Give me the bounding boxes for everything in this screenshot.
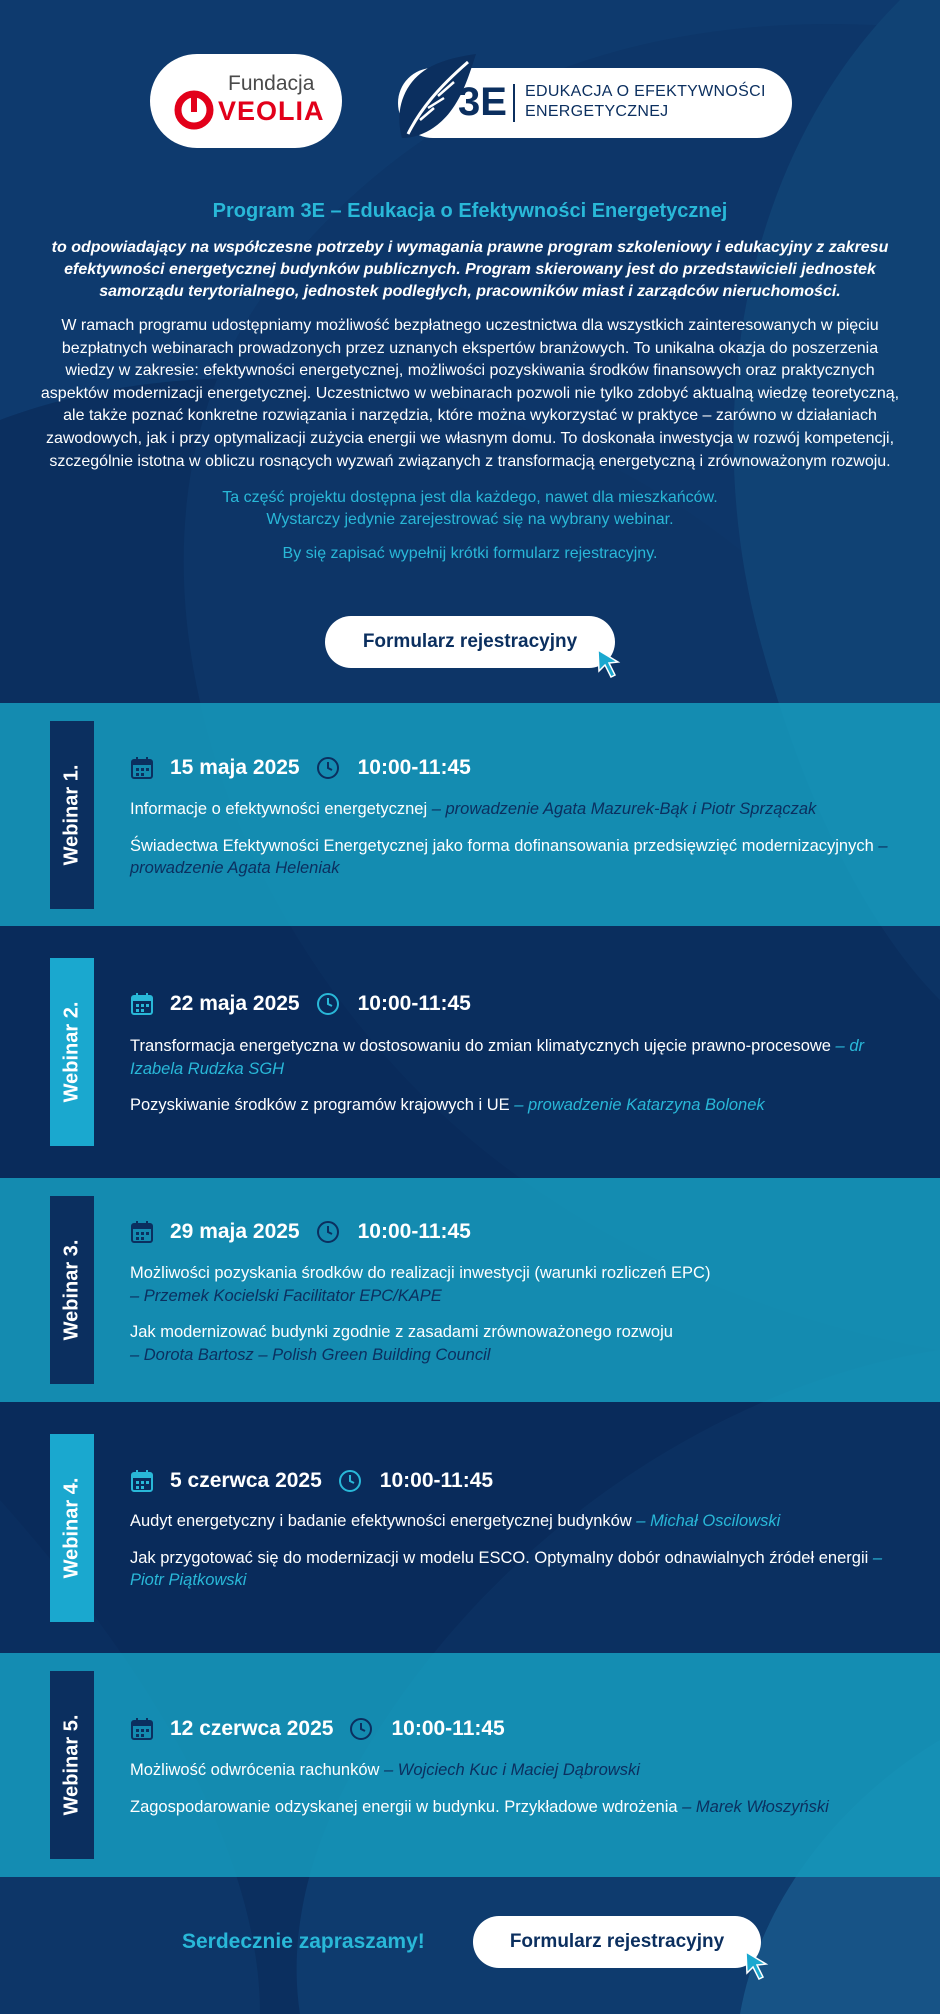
clock-icon: [338, 1469, 362, 1493]
program-summary: to odpowiadający na współczesne potrzeby i wymagania prawne program szkoleniowy i edukacyjny z zakresu efektywności energetycznej budynków publicznych. Program skierowany jest do przedstawicieli jednostek samorządu terytorialnego, jednostek podległych, pracowników miast i zarządców nieruchomości.: [51, 239, 889, 300]
veolia-logo-brand: VEOLIA: [218, 96, 325, 126]
webinar-3-tab: [50, 1196, 94, 1384]
registration-form-button[interactable]: Formularz rejestracyjny: [325, 616, 615, 668]
topic-speaker: – prowadzenie Agata Heleniak: [130, 836, 888, 877]
program-3e-name-line2: ENERGETYCZNEJ: [525, 103, 669, 120]
calendar-icon: [130, 1220, 154, 1244]
webinar-5-topic-2: [130, 1796, 900, 1819]
webinar-4-topic-1: [130, 1510, 900, 1533]
topic-title: Świadectwa Efektywności Energetycznej jako forma dofinansowania przedsięwzięć modernizacyjnych: [130, 836, 874, 855]
webinar-2-topic-2: [130, 1094, 900, 1117]
topic-speaker: – prowadzenie Katarzyna Bolonek: [509, 1096, 765, 1114]
topic-title: Pozyskiwanie środków z programów krajowych i UE: [130, 1096, 510, 1114]
topic-speaker: – Marek Włoszyński: [677, 1797, 829, 1816]
clock-icon: [316, 992, 340, 1016]
topic-speaker: – Przemek Kocielski Facilitator EPC/KAPE: [130, 1286, 442, 1305]
webinar-1-datetime: [130, 753, 471, 783]
webinar-4-date: 5 czerwca 2025: [170, 1469, 322, 1492]
topic-title: Zagospodarowanie odzyskanej energii w budynku. Przykładowe wdrożenia: [130, 1797, 678, 1816]
topic-speaker: – Dorota Bartosz – Polish Green Building Council: [130, 1345, 491, 1364]
cursor-icon: [596, 648, 622, 678]
availability-line-1: Ta część projektu dostępna jest dla każdego, nawet dla mieszkańców.: [222, 489, 718, 507]
invitation-text: Serdecznie zapraszamy!: [182, 1930, 425, 1953]
webinar-1-topics: [130, 798, 900, 894]
webinar-4-topic-2: [130, 1547, 900, 1592]
webinar-1-time: 10:00-11:45: [357, 756, 471, 779]
webinar-5-section: [0, 1653, 940, 1877]
webinar-3-label: Webinar 3.: [60, 1239, 83, 1341]
webinar-5-datetime: [130, 1714, 505, 1744]
signup-note: By się zapisać wypełnij krótki formularz rejestracyjny.: [282, 545, 658, 563]
veolia-mark-icon: [172, 88, 216, 132]
webinar-4-tab: [50, 1434, 94, 1622]
topic-title: Audyt energetyczny i badanie efektywności energetycznej budynków: [130, 1512, 632, 1530]
webinar-1-topic-2: [130, 835, 900, 880]
availability-note: [40, 487, 900, 531]
program-3e-name-line1: EDUKACJA O EFEKTYWNOŚCI: [525, 83, 766, 100]
topic-speaker: – Piotr Piątkowski: [130, 1548, 883, 1589]
topic-speaker: – prowadzenie Agata Mazurek-Bąk i Piotr Sprzączak: [427, 800, 817, 818]
webinar-4-label: Webinar 4.: [60, 1477, 83, 1579]
webinar-1-section: [0, 703, 940, 926]
webinar-4-time: 10:00-11:45: [379, 1469, 494, 1492]
webinar-3-section: [0, 1178, 940, 1402]
clock-icon: [316, 1220, 340, 1244]
calendar-icon: [130, 756, 154, 780]
webinar-2-topic-1: [130, 1035, 900, 1080]
intro-section: [40, 200, 900, 565]
topic-title: Informacje o efektywności energetycznej: [130, 800, 428, 818]
webinar-1-label: Webinar 1.: [60, 764, 83, 866]
logo-divider: [513, 84, 515, 122]
webinar-5-time: 10:00-11:45: [391, 1717, 505, 1740]
webinar-5-date: 12 czerwca 2025: [170, 1717, 334, 1740]
webinar-3-time: 10:00-11:45: [357, 1220, 471, 1243]
webinar-5-label: Webinar 5.: [60, 1714, 83, 1816]
topic-speaker: – dr Izabela Rudzka SGH: [130, 1037, 864, 1078]
webinar-2-tab: [50, 958, 94, 1146]
topic-title: Jak modernizować budynki zgodnie z zasadami zrównoważonego rozwoju: [130, 1323, 673, 1341]
program-3e-mark: 3E: [458, 80, 507, 124]
topic-title: Możliwości pozyskania środków do realizacji inwestycji (warunki rozliczeń EPC): [130, 1264, 711, 1282]
webinar-3-topic-2: [130, 1321, 900, 1366]
topic-title: Jak przygotować się do modernizacji w modelu ESCO. Optymalny dobór odnawialnych źródeł energii: [130, 1548, 869, 1567]
cursor-icon: [744, 1950, 770, 1980]
webinar-2-datetime: [130, 989, 471, 1019]
webinar-4-datetime: [130, 1466, 493, 1496]
topic-speaker: – Wojciech Kuc i Maciej Dąbrowski: [379, 1761, 640, 1779]
webinar-5-topic-1: [130, 1759, 900, 1782]
webinar-5-topics: [130, 1759, 900, 1832]
veolia-logo-top: Fundacja: [228, 72, 315, 95]
program-3e-logo[interactable]: [398, 68, 792, 138]
program-title: Program 3E – Edukacja o Efektywności Energetycznej: [212, 200, 728, 222]
webinar-3-topic-1: [130, 1262, 900, 1307]
webinar-4-section: [0, 1402, 940, 1653]
webinar-2-date: 22 maja 2025: [170, 992, 300, 1015]
webinar-2-section: [0, 926, 940, 1178]
webinar-4-topics: [130, 1510, 900, 1606]
availability-line-2: Wystarczy jedynie zarejestrować się na wybrany webinar.: [266, 511, 674, 529]
calendar-icon: [130, 992, 154, 1016]
topic-title: Transformacja energetyczna w dostosowaniu do zmian klimatycznych ujęcie prawno-procesowe: [130, 1037, 831, 1055]
webinar-5-tab: [50, 1671, 94, 1859]
webinar-3-date: 29 maja 2025: [170, 1220, 300, 1243]
webinar-1-tab: [50, 721, 94, 909]
webinar-2-time: 10:00-11:45: [357, 992, 471, 1015]
clock-icon: [349, 1717, 373, 1741]
calendar-icon: [130, 1717, 154, 1741]
clock-icon: [316, 756, 340, 780]
webinar-1-date: 15 maja 2025: [170, 756, 300, 779]
webinar-3-topics: [130, 1262, 900, 1380]
veolia-logo[interactable]: [150, 54, 342, 148]
logo-bar: [0, 54, 940, 150]
registration-form-button-bottom[interactable]: Formularz rejestracyjny: [473, 1916, 761, 1968]
topic-speaker: – Michał Oscilowski: [631, 1512, 781, 1530]
program-description: W ramach programu udostępniamy możliwość bezpłatnego uczestnictwa dla wszystkich zainteresowanych w pięciu bezpłatnych webinarach prowadzonych przez uznanych ekspertów branżowych. To unikalna okazja do poszerzenia wiedzy w zakresie: efektywności energetycznej, możliwości pozyskiwania środków finansowych oraz praktycznych aspektów modernizacji energetycznej. Uczestnictwo w webinarach pozwoli nie tylko zdobyć aktualną wiedzę teoretyczną, ale także poznać konkretne rozwiązania i narzędzia, które można wykorzystać w praktyce – zarówno w działaniach zawodowych, jak i przy optymalizacji zużycia energii we własnym domu. To doskonała inwestycja w rozwój kompetencji, szczególnie istotna w obliczu rosnących wyzwań związanych z transformacją energetyczną i zrównoważonym rozwoju.: [40, 317, 900, 470]
webinar-2-label: Webinar 2.: [60, 1001, 83, 1103]
webinar-2-topics: [130, 1035, 900, 1131]
webinar-1-topic-1: [130, 798, 900, 821]
webinar-3-datetime: [130, 1217, 471, 1247]
topic-title: Możliwość odwrócenia rachunków: [130, 1761, 380, 1779]
calendar-icon: [130, 1469, 154, 1493]
